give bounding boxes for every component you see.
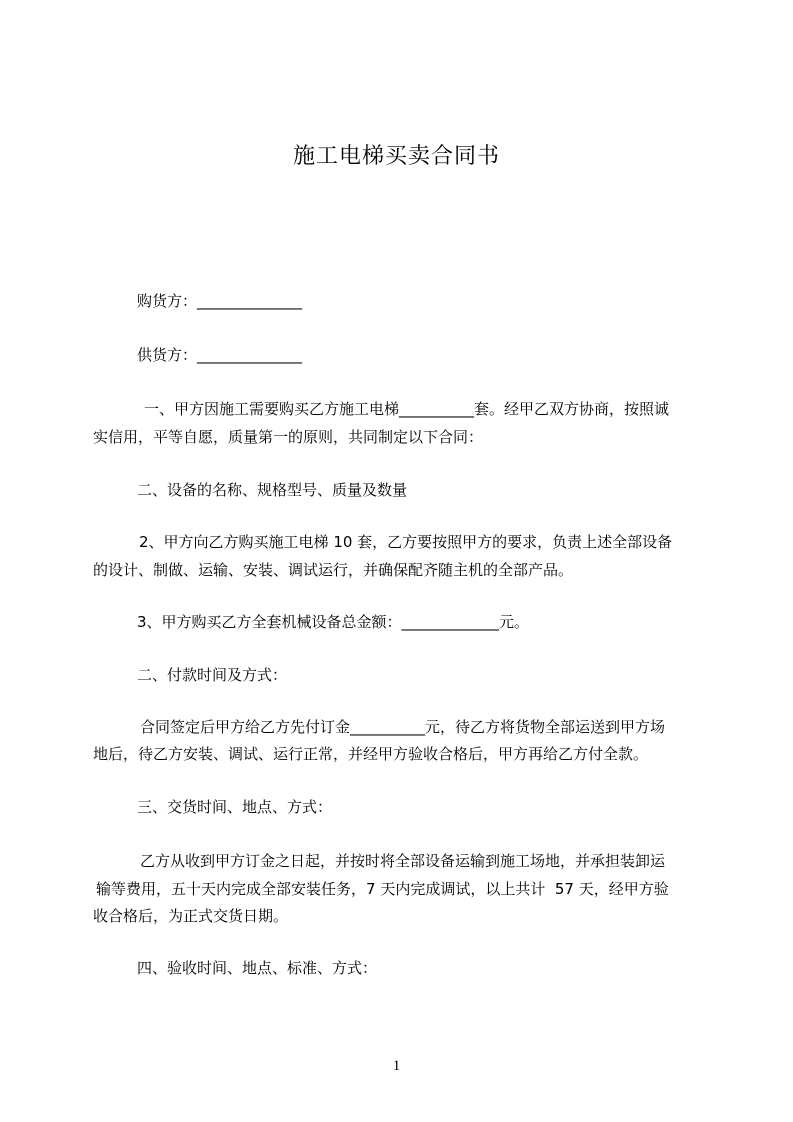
buyer-line: 购货方：______________ [137, 292, 303, 310]
item3-line: 3、甲方购买乙方全套机械设备总金额：_____________元。 [137, 613, 530, 631]
delivery-heading: 三、交货时间、地点、方式： [137, 798, 333, 816]
payment-line2: 地后，待乙方安装、调试、运行正常，并经甲方验收合格后，甲方再给乙方付全款。 [93, 745, 649, 763]
item2-line1: 2、甲方向乙方购买施工电梯 10 套，乙方要按照甲方的要求，负责上述全部设备 [139, 533, 673, 551]
payment-heading: 二、付款时间及方式： [137, 666, 288, 684]
section2-heading: 二、设备的名称、规格型号、质量及数量 [137, 481, 408, 499]
item2-line2: 的设计、制做、运输、安装、调试运行，并确保配齐随主机的全部产品。 [93, 561, 574, 579]
section1-line2: 实信用，平等自愿，质量第一的原则，共同制定以下合同： [93, 428, 484, 446]
section1-line1: 一、甲方因施工需要购买乙方施工电梯__________套。经甲乙双方协商，按照诚 [144, 400, 670, 418]
delivery-line1: 乙方从收到甲方订金之日起，并按时将全部设备运输到施工场地，并承担装卸运 [140, 852, 666, 870]
supplier-line: 供货方：______________ [137, 346, 303, 364]
payment-line1: 合同签定后甲方给乙方先付订金__________元，待乙方将货物全部运送到甲方场 [140, 718, 666, 736]
page-number: 1 [392, 1058, 401, 1074]
delivery-line2: 输等费用，五十天内完成全部安装任务，7 天内完成调试，以上共计 57 天，经甲方验 [96, 880, 669, 898]
acceptance-heading: 四、验收时间、地点、标准、方式： [137, 959, 378, 977]
page-title: 施工电梯买卖合同书 [292, 144, 500, 169]
delivery-line3: 收合格后，为正式交货日期。 [93, 907, 289, 925]
